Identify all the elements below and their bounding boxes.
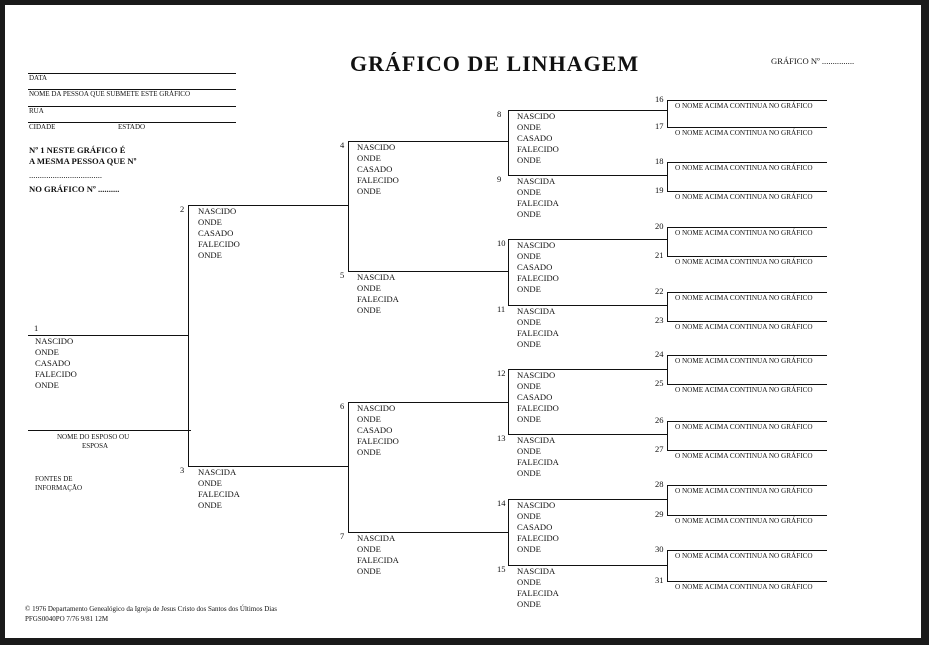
bracket-line [667, 321, 827, 322]
field-label: FALECIDO [517, 533, 559, 543]
bracket-line [667, 450, 827, 451]
bracket-line [667, 292, 827, 293]
person-number: 3 [180, 465, 185, 475]
person-number: 7 [340, 531, 345, 541]
spouse-label-2: ESPOSA [82, 442, 109, 450]
field-label: FALECIDA [357, 294, 399, 304]
field-label: ONDE [517, 209, 541, 219]
field-label: ONDE [357, 153, 381, 163]
bracket-connector [508, 110, 509, 176]
field-label: ONDE [357, 447, 381, 457]
field-label: ONDE [357, 566, 381, 576]
field-label: ONDE [517, 599, 541, 609]
spouse-label-1: NOME DO ESPOSO OU [57, 433, 130, 441]
person-number: 9 [497, 174, 502, 184]
bracket-connector [667, 421, 668, 451]
great-grandmother-fields [517, 566, 559, 610]
bracket-line [667, 191, 827, 192]
person-number: 4 [340, 140, 345, 150]
field-label: FALECIDA [517, 457, 559, 467]
bracket-line [667, 485, 827, 486]
bracket-connector [508, 499, 509, 566]
bracket-line [667, 581, 827, 582]
field-label: FALECIDA [357, 555, 399, 565]
person-number: 8 [497, 109, 502, 119]
field-label: CASADO [517, 392, 553, 402]
pedigree-chart-form [5, 5, 921, 638]
field-label: ONDE [517, 511, 541, 521]
city-label: CIDADE [29, 123, 56, 131]
continues-on-chart-label: O NOME ACIMA CONTINUA NO GRÁFICO [675, 423, 813, 431]
field-label: CASADO [517, 133, 553, 143]
copyright-notice: © 1976 Departamento Genealógico da Igreja de Jesus Cristo dos Santos dos Últimos Dias [25, 605, 278, 613]
mother-fields [198, 467, 240, 511]
sources-label-2: INFORMAÇÃO [35, 484, 83, 492]
form-code: PFGS0040PO 7/76 9/81 12M [25, 615, 109, 623]
date-line [28, 73, 236, 74]
field-label: FALECIDO [35, 369, 77, 379]
continues-on-chart-label: O NOME ACIMA CONTINUA NO GRÁFICO [675, 229, 813, 237]
person-number: 24 [655, 349, 664, 359]
state-label: ESTADO [118, 123, 146, 131]
date-label: DATA [29, 74, 48, 82]
field-label: ONDE [517, 414, 541, 424]
person-number: 25 [655, 378, 664, 388]
grandmother-fields [357, 272, 399, 316]
continues-on-chart-label: O NOME ACIMA CONTINUA NO GRÁFICO [675, 193, 813, 201]
great-grandfather-fields [517, 240, 559, 295]
bracket-connector [348, 141, 349, 271]
field-label: NASCIDO [198, 206, 237, 216]
bracket-connector [667, 550, 668, 582]
field-label: NASCIDO [517, 111, 556, 121]
bracket-connector [667, 162, 668, 192]
same-person-dots: .................................. [29, 170, 103, 180]
person-number: 19 [655, 185, 664, 195]
bracket-connector [667, 355, 668, 385]
submitter-name-label: NOME DA PESSOA QUE SUBMETE ESTE GRÁFICO [29, 90, 191, 98]
bracket-connector [508, 369, 509, 435]
field-label: NASCIDO [35, 336, 74, 346]
bracket-line [667, 384, 827, 385]
field-label: ONDE [517, 284, 541, 294]
bracket-connector [508, 239, 509, 306]
person-number: 23 [655, 315, 664, 325]
bracket-connector [667, 292, 668, 322]
field-label: NASCIDO [357, 142, 396, 152]
field-label: NASCIDO [517, 240, 556, 250]
great-grandmother-fields [517, 306, 559, 350]
same-person-note-line2: A MESMA PESSOA QUE Nº [29, 156, 137, 166]
bracket-connector [348, 402, 349, 532]
person-number: 2 [180, 204, 185, 214]
field-label: ONDE [198, 217, 222, 227]
grandmother-fields [357, 533, 399, 577]
field-label: NASCIDA [517, 176, 556, 186]
field-label: NASCIDO [517, 500, 556, 510]
field-label: FALECIDO [198, 239, 240, 249]
person-number: 20 [655, 221, 664, 231]
field-label: ONDE [517, 339, 541, 349]
continues-on-chart-label: O NOME ACIMA CONTINUA NO GRÁFICO [675, 294, 813, 302]
field-label: ONDE [198, 500, 222, 510]
field-label: ONDE [517, 468, 541, 478]
field-label: FALECIDO [517, 144, 559, 154]
grandfather-fields [357, 142, 399, 197]
field-label: ONDE [517, 544, 541, 554]
field-label: ONDE [35, 380, 59, 390]
field-label: ONDE [357, 414, 381, 424]
field-label: FALECIDO [517, 273, 559, 283]
field-label: NASCIDA [198, 467, 237, 477]
sources-label-1: FONTES DE [35, 475, 73, 483]
continues-on-chart-label: O NOME ACIMA CONTINUA NO GRÁFICO [675, 517, 813, 525]
bracket-line [667, 550, 827, 551]
continues-on-chart-label: O NOME ACIMA CONTINUA NO GRÁFICO [675, 487, 813, 495]
chart-reference: NO GRÁFICO Nº .......... [29, 184, 120, 194]
field-label: CASADO [357, 164, 393, 174]
great-grandfather-fields [517, 500, 559, 555]
chart-number-label: GRÁFICO Nº ............... [771, 56, 855, 66]
field-label: ONDE [357, 283, 381, 293]
field-label: CASADO [517, 522, 553, 532]
person-number: 27 [655, 444, 664, 454]
bracket-line [667, 227, 827, 228]
great-grandfather-fields [517, 111, 559, 166]
field-label: ONDE [517, 577, 541, 587]
person-number: 12 [497, 368, 506, 378]
continues-on-chart-label: O NOME ACIMA CONTINUA NO GRÁFICO [675, 129, 813, 137]
great-grandmother-fields [517, 176, 559, 220]
person-number: 11 [497, 304, 506, 314]
continues-on-chart-label: O NOME ACIMA CONTINUA NO GRÁFICO [675, 102, 813, 110]
field-label: NASCIDA [357, 272, 396, 282]
continues-on-chart-label: O NOME ACIMA CONTINUA NO GRÁFICO [675, 258, 813, 266]
grandfather-fields [357, 403, 399, 458]
spouse-line [28, 430, 191, 431]
field-label: ONDE [198, 478, 222, 488]
continues-on-chart-label: O NOME ACIMA CONTINUA NO GRÁFICO [675, 357, 813, 365]
continues-on-chart-label: O NOME ACIMA CONTINUA NO GRÁFICO [675, 452, 813, 460]
field-label: CASADO [517, 262, 553, 272]
street-line [28, 106, 236, 107]
field-label: ONDE [517, 122, 541, 132]
person-number: 1 [34, 323, 39, 333]
continues-on-chart-label: O NOME ACIMA CONTINUA NO GRÁFICO [675, 386, 813, 394]
person-1-fields [35, 336, 77, 391]
street-label: RUA [29, 107, 44, 115]
person-number: 6 [340, 401, 345, 411]
person-number: 28 [655, 479, 664, 489]
field-label: ONDE [357, 186, 381, 196]
person-number: 22 [655, 286, 664, 296]
bracket-line [667, 100, 827, 101]
person-number: 14 [497, 498, 506, 508]
person-number: 29 [655, 509, 664, 519]
father-fields [198, 206, 240, 261]
field-label: FALECIDA [517, 588, 559, 598]
continues-on-chart-label: O NOME ACIMA CONTINUA NO GRÁFICO [675, 164, 813, 172]
field-label: NASCIDA [517, 435, 556, 445]
person-number: 16 [655, 94, 664, 104]
field-label: NASCIDO [357, 403, 396, 413]
field-label: ONDE [357, 305, 381, 315]
field-label: ONDE [517, 317, 541, 327]
bracket-connector [667, 227, 668, 257]
continues-on-chart-label: O NOME ACIMA CONTINUA NO GRÁFICO [675, 583, 813, 591]
field-label: FALECIDA [517, 328, 559, 338]
bracket-line [667, 421, 827, 422]
field-label: FALECIDA [517, 198, 559, 208]
field-label: ONDE [517, 381, 541, 391]
field-label: NASCIDA [517, 566, 556, 576]
field-label: ONDE [517, 155, 541, 165]
field-label: ONDE [198, 250, 222, 260]
great-grandfather-fields [517, 370, 559, 425]
field-label: CASADO [35, 358, 71, 368]
bracket-connector [667, 485, 668, 516]
person-number: 13 [497, 433, 506, 443]
page-title: GRÁFICO DE LINHAGEM [350, 51, 640, 76]
great-grandmother-fields [517, 435, 559, 479]
field-label: NASCIDO [517, 370, 556, 380]
person-number: 15 [497, 564, 506, 574]
field-label: ONDE [517, 251, 541, 261]
field-label: CASADO [198, 228, 234, 238]
field-label: ONDE [35, 347, 59, 357]
continues-on-chart-label: O NOME ACIMA CONTINUA NO GRÁFICO [675, 552, 813, 560]
bracket-line [667, 515, 827, 516]
person-number: 10 [497, 238, 506, 248]
person-number: 18 [655, 156, 664, 166]
field-label: FALECIDA [198, 489, 240, 499]
field-label: FALECIDO [357, 436, 399, 446]
bracket-line [667, 256, 827, 257]
person-number: 30 [655, 544, 664, 554]
field-label: ONDE [357, 544, 381, 554]
person-number: 21 [655, 250, 664, 260]
person-number: 5 [340, 270, 345, 280]
field-label: FALECIDO [357, 175, 399, 185]
field-label: NASCIDA [517, 306, 556, 316]
bracket-line [667, 162, 827, 163]
field-label: CASADO [357, 425, 393, 435]
same-person-note-line1: Nº 1 NESTE GRÁFICO É [29, 145, 126, 155]
field-label: NASCIDA [357, 533, 396, 543]
field-label: ONDE [517, 187, 541, 197]
bracket-connector [667, 100, 668, 128]
field-label: FALECIDO [517, 403, 559, 413]
field-label: ONDE [517, 446, 541, 456]
bracket-connector [188, 205, 189, 466]
person-number: 26 [655, 415, 664, 425]
person-number: 17 [655, 121, 664, 131]
person-number: 31 [655, 575, 664, 585]
continues-on-chart-label: O NOME ACIMA CONTINUA NO GRÁFICO [675, 323, 813, 331]
bracket-line [667, 355, 827, 356]
bracket-line [667, 127, 827, 128]
